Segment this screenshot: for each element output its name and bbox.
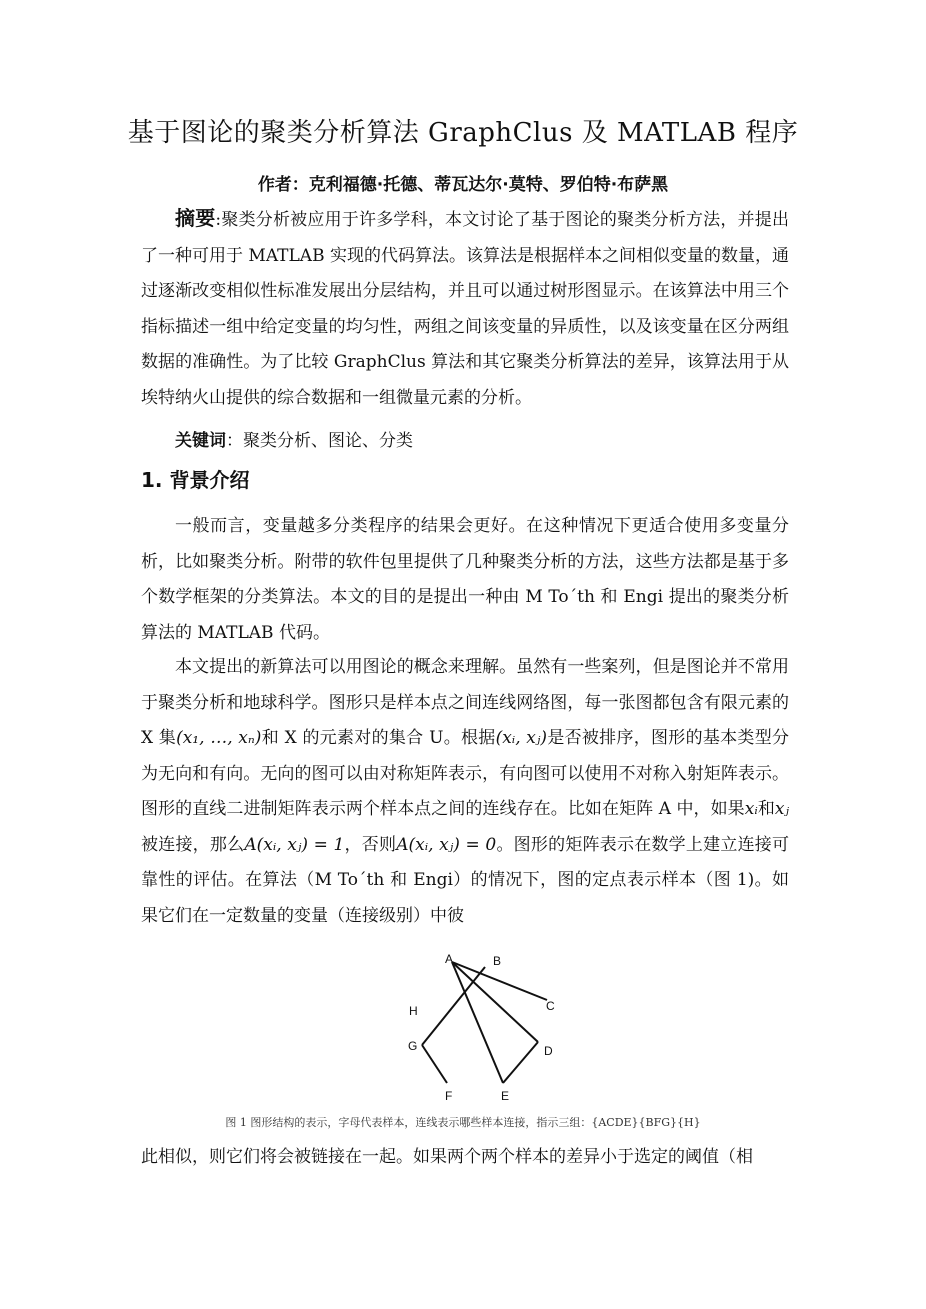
section1-paragraph-2: [141, 650, 789, 934]
abstract-text: :聚类分析被应用于许多学科，本文讨论了基于图论的聚类分析方法，并提出了一种可用于 MATLAB 实现的代码算法。该算法是根据样本之间相似变量的数量，通过逐渐改变相似性标准发展出分层结构，并且可以通过树形图显示。在该算法中用三个指标描述一组中给定变量的均匀性，两组之间该变量的异质性，以及该变量在区分两组数据的准确性。为了比较 GraphClus 算法和其它聚类分析算法的差异，该算法用于从埃特纳火山提供的综合数据和一组微量元素的分析。: [141, 210, 789, 408]
edge-g-f: [422, 1045, 447, 1083]
section1-paragraph-1: 一般而言，变量越多分类程序的结果会更好。在这种情况下更适合使用多变量分析，比如聚类分析。附带的软件包里提供了几种聚类分析的方法，这些方法都是基于多个数学框架的分类算法。本文的目的是提出一种由 M To´th 和 Engi 提出的聚类分析算法的 MATLAB 代码。: [141, 516, 789, 643]
keywords-label: 关键词: [175, 431, 226, 451]
para2-text: 和: [757, 799, 775, 819]
node-label-e: E: [501, 1089, 510, 1103]
para2-text: ，否则: [344, 834, 397, 855]
para2-text: 本文提出的新算法可以用图论的概念来理解。虽然有一些案列，但是图论并不常用于聚类分析和地球科学。图形只是样本点之间连线网络图，每一张图都包含有限元素的 X 集: [141, 657, 789, 748]
math-xj: xⱼ: [774, 799, 789, 819]
keywords: [175, 426, 413, 451]
edge-d-e: [503, 1042, 538, 1083]
math-a-eq-0: A(xᵢ, xⱼ) = 0: [396, 834, 497, 855]
edge-a-d: [452, 962, 538, 1042]
paper-title: 基于图论的聚类分析算法 GraphClus 及 MATLAB 程序: [127, 118, 799, 148]
abstract: [141, 201, 789, 416]
math-set: (x₁, …, xₙ): [176, 728, 262, 748]
authors-line: 作者：克利福德·托德、蒂瓦达尔·莫特、罗伯特·布萨黑: [257, 175, 669, 195]
node-label-b: B: [493, 954, 502, 968]
para2-text: 和 X 的元素对的集合 U。根据: [261, 728, 496, 748]
math-pair: (xᵢ, xⱼ): [495, 728, 548, 748]
node-label-f: F: [445, 1089, 453, 1103]
graph-edges: [422, 962, 547, 1083]
node-label-g: G: [408, 1039, 418, 1053]
math-xi: xᵢ: [744, 799, 758, 819]
node-label-a: A: [445, 952, 454, 966]
keywords-text: ：聚类分析、图论、分类: [226, 431, 413, 451]
node-label-h: H: [409, 1004, 418, 1018]
abstract-label: 摘要: [175, 206, 216, 230]
node-label-c: C: [546, 999, 555, 1013]
edge-b-g: [422, 967, 485, 1045]
figure-1-graph: [395, 950, 565, 1105]
figure-1-caption: 图 1 图形结构的表示，字母代表样本，连线表示哪些样本连接，指示三组：{ACDE}{BFG}{H}: [225, 1116, 701, 1129]
math-a-eq-1: A(xᵢ, xⱼ) = 1: [244, 834, 345, 855]
node-label-d: D: [544, 1044, 553, 1058]
section1-paragraph-continued: 此相似，则它们将会被链接在一起。如果两个两个样本的差异小于选定的阈值（相: [141, 1147, 753, 1167]
para2-text: 是否被排序，图形的基本类型分为无向和有向。无向的图可以由对称矩阵表示，有向图可以使用不对称入射矩阵表示。图形的直线二进制矩阵表示两个样本点之间的连线存在。比如在矩阵 A 中，如果: [141, 728, 789, 819]
para2-text: 被连接，那么: [141, 834, 245, 855]
section-heading: 1. 背景介绍: [141, 468, 250, 492]
para2-text: 。图形的矩阵表示在数学上建立连接可靠性的评估。在算法（M To´th 和 Engi）的情况下，图的定点表示样本（图 1)。如果它们在一定数量的变量（连接级别）中彼: [141, 834, 790, 926]
